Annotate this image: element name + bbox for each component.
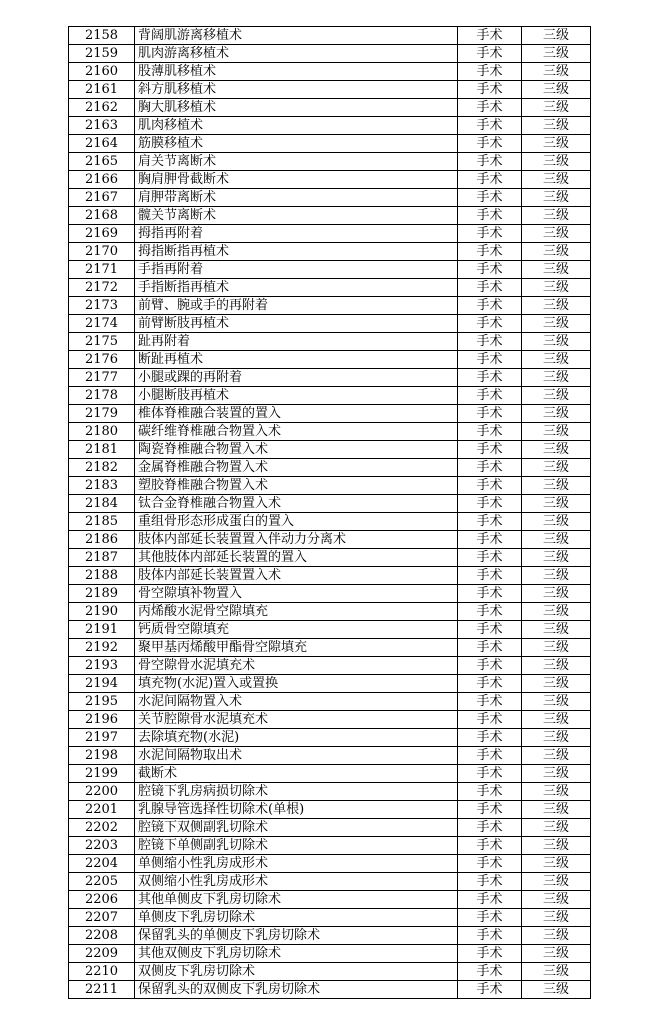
procedure-name: 骨空隙骨水泥填充术: [135, 657, 458, 675]
procedure-name: 小腿或踝的再附着: [135, 369, 458, 387]
procedure-type: 手术: [458, 351, 522, 369]
procedure-name: 肌肉移植术: [135, 117, 458, 135]
procedure-type: 手术: [458, 297, 522, 315]
table-row: [69, 729, 591, 747]
row-number: 2203: [69, 837, 135, 855]
table-row: [69, 117, 591, 135]
table-row: [69, 207, 591, 225]
procedure-level: 三级: [522, 279, 591, 297]
procedure-level: 三级: [522, 387, 591, 405]
procedure-level: 三级: [522, 351, 591, 369]
procedure-type: 手术: [458, 963, 522, 981]
procedure-type: 手术: [458, 801, 522, 819]
procedure-name: 碳纤维脊椎融合物置入术: [135, 423, 458, 441]
row-number: 2165: [69, 153, 135, 171]
row-number: 2160: [69, 63, 135, 81]
procedure-type: 手术: [458, 423, 522, 441]
table-row: [69, 765, 591, 783]
row-number: 2210: [69, 963, 135, 981]
procedure-type: 手术: [458, 333, 522, 351]
procedure-type: 手术: [458, 513, 522, 531]
procedure-type: 手术: [458, 153, 522, 171]
procedure-level: 三级: [522, 405, 591, 423]
table-row: [69, 441, 591, 459]
table-row: [69, 909, 591, 927]
procedure-level: 三级: [522, 585, 591, 603]
table-row: [69, 351, 591, 369]
table-row: [69, 63, 591, 81]
row-number: 2179: [69, 405, 135, 423]
procedure-type: 手术: [458, 99, 522, 117]
row-number: 2211: [69, 981, 135, 999]
procedure-type: 手术: [458, 873, 522, 891]
table-row: [69, 171, 591, 189]
procedure-level: 三级: [522, 657, 591, 675]
table-row: [69, 711, 591, 729]
procedure-type: 手术: [458, 495, 522, 513]
procedure-level: 三级: [522, 963, 591, 981]
row-number: 2200: [69, 783, 135, 801]
procedure-level: 三级: [522, 171, 591, 189]
procedure-name: 其他肢体内部延长装置的置入: [135, 549, 458, 567]
procedure-level: 三级: [522, 225, 591, 243]
table-row: [69, 657, 591, 675]
procedure-level: 三级: [522, 27, 591, 45]
row-number: 2181: [69, 441, 135, 459]
procedure-type: 手术: [458, 63, 522, 81]
procedure-type: 手术: [458, 171, 522, 189]
procedure-level: 三级: [522, 45, 591, 63]
procedure-name: 塑胶脊椎融合物置入术: [135, 477, 458, 495]
procedure-level: 三级: [522, 81, 591, 99]
procedure-name: 重组骨形态形成蛋白的置入: [135, 513, 458, 531]
row-number: 2198: [69, 747, 135, 765]
procedure-name: 丙烯酸水泥骨空隙填充: [135, 603, 458, 621]
table-row: [69, 621, 591, 639]
procedure-type: 手术: [458, 243, 522, 261]
procedure-name: 其他单侧皮下乳房切除术: [135, 891, 458, 909]
row-number: 2193: [69, 657, 135, 675]
table-row: [69, 315, 591, 333]
row-number: 2170: [69, 243, 135, 261]
procedure-name: 胸肩胛骨截断术: [135, 171, 458, 189]
procedure-type: 手术: [458, 909, 522, 927]
row-number: 2183: [69, 477, 135, 495]
procedure-type: 手术: [458, 405, 522, 423]
procedure-level: 三级: [522, 729, 591, 747]
procedure-type: 手术: [458, 207, 522, 225]
procedure-name: 双侧皮下乳房切除术: [135, 963, 458, 981]
procedure-name: 断趾再植术: [135, 351, 458, 369]
procedure-type: 手术: [458, 657, 522, 675]
procedure-type: 手术: [458, 81, 522, 99]
procedure-type: 手术: [458, 531, 522, 549]
procedure-type: 手术: [458, 747, 522, 765]
procedure-level: 三级: [522, 117, 591, 135]
procedure-name: 单侧缩小性乳房成形术: [135, 855, 458, 873]
procedure-name: 肢体内部延长装置置入术: [135, 567, 458, 585]
table-row: [69, 477, 591, 495]
procedure-level: 三级: [522, 801, 591, 819]
procedure-type: 手术: [458, 837, 522, 855]
procedure-name: 保留乳头的双侧皮下乳房切除术: [135, 981, 458, 999]
table-row: [69, 783, 591, 801]
procedure-type: 手术: [458, 783, 522, 801]
procedure-name: 去除填充物(水泥): [135, 729, 458, 747]
procedure-level: 三级: [522, 207, 591, 225]
row-number: 2204: [69, 855, 135, 873]
procedure-type: 手术: [458, 585, 522, 603]
procedure-name: 拇指再附着: [135, 225, 458, 243]
row-number: 2205: [69, 873, 135, 891]
procedure-name: 手指断指再植术: [135, 279, 458, 297]
procedure-type: 手术: [458, 945, 522, 963]
procedure-type: 手术: [458, 279, 522, 297]
procedure-name: 前臂断肢再植术: [135, 315, 458, 333]
procedure-type: 手术: [458, 927, 522, 945]
procedure-type: 手术: [458, 711, 522, 729]
procedure-level: 三级: [522, 927, 591, 945]
row-number: 2182: [69, 459, 135, 477]
procedure-name: 保留乳头的单侧皮下乳房切除术: [135, 927, 458, 945]
procedure-level: 三级: [522, 423, 591, 441]
procedure-type: 手术: [458, 369, 522, 387]
row-number: 2169: [69, 225, 135, 243]
procedure-level: 三级: [522, 477, 591, 495]
procedure-level: 三级: [522, 441, 591, 459]
procedure-name: 钙质骨空隙填充: [135, 621, 458, 639]
table-row: [69, 297, 591, 315]
table-row: [69, 963, 591, 981]
table-row: [69, 837, 591, 855]
procedure-name: 斜方肌移植术: [135, 81, 458, 99]
row-number: 2178: [69, 387, 135, 405]
procedure-level: 三级: [522, 639, 591, 657]
procedure-level: 三级: [522, 369, 591, 387]
row-number: 2188: [69, 567, 135, 585]
procedure-type: 手术: [458, 315, 522, 333]
procedure-name: 水泥间隔物取出术: [135, 747, 458, 765]
procedure-name: 关节腔隙骨水泥填充术: [135, 711, 458, 729]
procedure-type: 手术: [458, 135, 522, 153]
table-row: [69, 513, 591, 531]
row-number: 2172: [69, 279, 135, 297]
procedure-name: 小腿断肢再植术: [135, 387, 458, 405]
table-row: [69, 549, 591, 567]
procedure-type: 手术: [458, 729, 522, 747]
procedure-level: 三级: [522, 675, 591, 693]
table-row: [69, 945, 591, 963]
procedure-level: 三级: [522, 873, 591, 891]
procedure-type: 手术: [458, 639, 522, 657]
table-row: [69, 585, 591, 603]
procedure-name: 腔镜下乳房病损切除术: [135, 783, 458, 801]
procedure-level: 三级: [522, 783, 591, 801]
procedure-level: 三级: [522, 243, 591, 261]
procedure-name: 肢体内部延长装置置入伴动力分离术: [135, 531, 458, 549]
procedure-level: 三级: [522, 495, 591, 513]
procedure-type: 手术: [458, 603, 522, 621]
procedure-type: 手术: [458, 459, 522, 477]
table-row: [69, 261, 591, 279]
procedure-level: 三级: [522, 333, 591, 351]
table-row: [69, 639, 591, 657]
procedure-level: 三级: [522, 891, 591, 909]
table-row: [69, 387, 591, 405]
procedure-type: 手术: [458, 693, 522, 711]
procedure-type: 手术: [458, 675, 522, 693]
table-row: [69, 459, 591, 477]
procedure-name: 前臂、腕或手的再附着: [135, 297, 458, 315]
procedure-level: 三级: [522, 153, 591, 171]
procedure-type: 手术: [458, 549, 522, 567]
row-number: 2180: [69, 423, 135, 441]
procedure-name: 双侧缩小性乳房成形术: [135, 873, 458, 891]
table-row: [69, 153, 591, 171]
row-number: 2194: [69, 675, 135, 693]
procedure-level: 三级: [522, 513, 591, 531]
procedure-level: 三级: [522, 549, 591, 567]
procedure-name: 钛合金脊椎融合物置入术: [135, 495, 458, 513]
row-number: 2197: [69, 729, 135, 747]
procedure-level: 三级: [522, 819, 591, 837]
procedure-name: 单侧皮下乳房切除术: [135, 909, 458, 927]
table-row: [69, 891, 591, 909]
procedure-name: 胸大肌移植术: [135, 99, 458, 117]
table-row: [69, 873, 591, 891]
row-number: 2191: [69, 621, 135, 639]
procedure-type: 手术: [458, 567, 522, 585]
procedure-level: 三级: [522, 693, 591, 711]
row-number: 2158: [69, 27, 135, 45]
procedure-type: 手术: [458, 261, 522, 279]
procedure-level: 三级: [522, 909, 591, 927]
procedure-level: 三级: [522, 459, 591, 477]
procedure-name: 背阔肌游离移植术: [135, 27, 458, 45]
row-number: 2208: [69, 927, 135, 945]
row-number: 2186: [69, 531, 135, 549]
table-row: [69, 81, 591, 99]
procedure-table: [68, 26, 591, 999]
row-number: 2168: [69, 207, 135, 225]
procedure-name: 股薄肌移植术: [135, 63, 458, 81]
procedure-name: 骨空隙填补物置入: [135, 585, 458, 603]
table-row: [69, 27, 591, 45]
row-number: 2201: [69, 801, 135, 819]
procedure-level: 三级: [522, 315, 591, 333]
row-number: 2162: [69, 99, 135, 117]
procedure-name: 其他双侧皮下乳房切除术: [135, 945, 458, 963]
procedure-level: 三级: [522, 261, 591, 279]
table-row: [69, 567, 591, 585]
procedure-level: 三级: [522, 297, 591, 315]
procedure-level: 三级: [522, 837, 591, 855]
procedure-level: 三级: [522, 63, 591, 81]
procedure-name: 趾再附着: [135, 333, 458, 351]
procedure-name: 截断术: [135, 765, 458, 783]
procedure-level: 三级: [522, 603, 591, 621]
procedure-name: 金属脊椎融合物置入术: [135, 459, 458, 477]
procedure-type: 手术: [458, 891, 522, 909]
table-row: [69, 279, 591, 297]
table-row: [69, 855, 591, 873]
procedure-level: 三级: [522, 765, 591, 783]
procedure-type: 手术: [458, 621, 522, 639]
procedure-level: 三级: [522, 621, 591, 639]
table-row: [69, 927, 591, 945]
table-row: [69, 333, 591, 351]
row-number: 2166: [69, 171, 135, 189]
procedure-level: 三级: [522, 981, 591, 999]
row-number: 2161: [69, 81, 135, 99]
procedure-type: 手术: [458, 819, 522, 837]
row-number: 2206: [69, 891, 135, 909]
procedure-type: 手术: [458, 27, 522, 45]
procedure-level: 三级: [522, 135, 591, 153]
table-row: [69, 981, 591, 999]
procedure-name: 腔镜下单侧副乳切除术: [135, 837, 458, 855]
row-number: 2187: [69, 549, 135, 567]
procedure-type: 手术: [458, 387, 522, 405]
procedure-type: 手术: [458, 189, 522, 207]
procedure-name: 聚甲基丙烯酸甲酯骨空隙填充: [135, 639, 458, 657]
row-number: 2209: [69, 945, 135, 963]
table-row: [69, 819, 591, 837]
table-row: [69, 45, 591, 63]
table-body: [69, 27, 591, 999]
procedure-level: 三级: [522, 99, 591, 117]
row-number: 2184: [69, 495, 135, 513]
table-row: [69, 135, 591, 153]
procedure-type: 手术: [458, 477, 522, 495]
row-number: 2196: [69, 711, 135, 729]
table-row: [69, 747, 591, 765]
table-row: [69, 369, 591, 387]
procedure-name: 椎体脊椎融合装置的置入: [135, 405, 458, 423]
table-row: [69, 99, 591, 117]
procedure-type: 手术: [458, 441, 522, 459]
procedure-type: 手术: [458, 855, 522, 873]
table-row: [69, 423, 591, 441]
table-row: [69, 675, 591, 693]
table-row: [69, 531, 591, 549]
procedure-level: 三级: [522, 567, 591, 585]
row-number: 2174: [69, 315, 135, 333]
table-row: [69, 495, 591, 513]
row-number: 2192: [69, 639, 135, 657]
procedure-name: 筋膜移植术: [135, 135, 458, 153]
row-number: 2195: [69, 693, 135, 711]
procedure-level: 三级: [522, 711, 591, 729]
row-number: 2173: [69, 297, 135, 315]
row-number: 2177: [69, 369, 135, 387]
procedure-name: 填充物(水泥)置入或置换: [135, 675, 458, 693]
procedure-name: 拇指断指再植术: [135, 243, 458, 261]
procedure-name: 肩胛带离断术: [135, 189, 458, 207]
table-row: [69, 225, 591, 243]
procedure-type: 手术: [458, 981, 522, 999]
procedure-level: 三级: [522, 189, 591, 207]
procedure-level: 三级: [522, 945, 591, 963]
row-number: 2176: [69, 351, 135, 369]
procedure-name: 手指再附着: [135, 261, 458, 279]
row-number: 2199: [69, 765, 135, 783]
procedure-level: 三级: [522, 747, 591, 765]
table-row: [69, 693, 591, 711]
row-number: 2207: [69, 909, 135, 927]
procedure-name: 水泥间隔物置入术: [135, 693, 458, 711]
procedure-name: 乳腺导管选择性切除术(单根): [135, 801, 458, 819]
procedure-name: 髋关节离断术: [135, 207, 458, 225]
row-number: 2171: [69, 261, 135, 279]
procedure-type: 手术: [458, 225, 522, 243]
procedure-type: 手术: [458, 765, 522, 783]
procedure-level: 三级: [522, 855, 591, 873]
procedure-name: 陶瓷脊椎融合物置入术: [135, 441, 458, 459]
procedure-name: 肌肉游离移植术: [135, 45, 458, 63]
row-number: 2175: [69, 333, 135, 351]
row-number: 2202: [69, 819, 135, 837]
table-row: [69, 243, 591, 261]
row-number: 2185: [69, 513, 135, 531]
procedure-type: 手术: [458, 45, 522, 63]
table-row: [69, 405, 591, 423]
row-number: 2190: [69, 603, 135, 621]
procedure-type: 手术: [458, 117, 522, 135]
table-row: [69, 189, 591, 207]
procedure-name: 腔镜下双侧副乳切除术: [135, 819, 458, 837]
procedure-name: 肩关节离断术: [135, 153, 458, 171]
table-row: [69, 603, 591, 621]
row-number: 2163: [69, 117, 135, 135]
row-number: 2167: [69, 189, 135, 207]
row-number: 2189: [69, 585, 135, 603]
table-row: [69, 801, 591, 819]
row-number: 2164: [69, 135, 135, 153]
row-number: 2159: [69, 45, 135, 63]
procedure-level: 三级: [522, 531, 591, 549]
